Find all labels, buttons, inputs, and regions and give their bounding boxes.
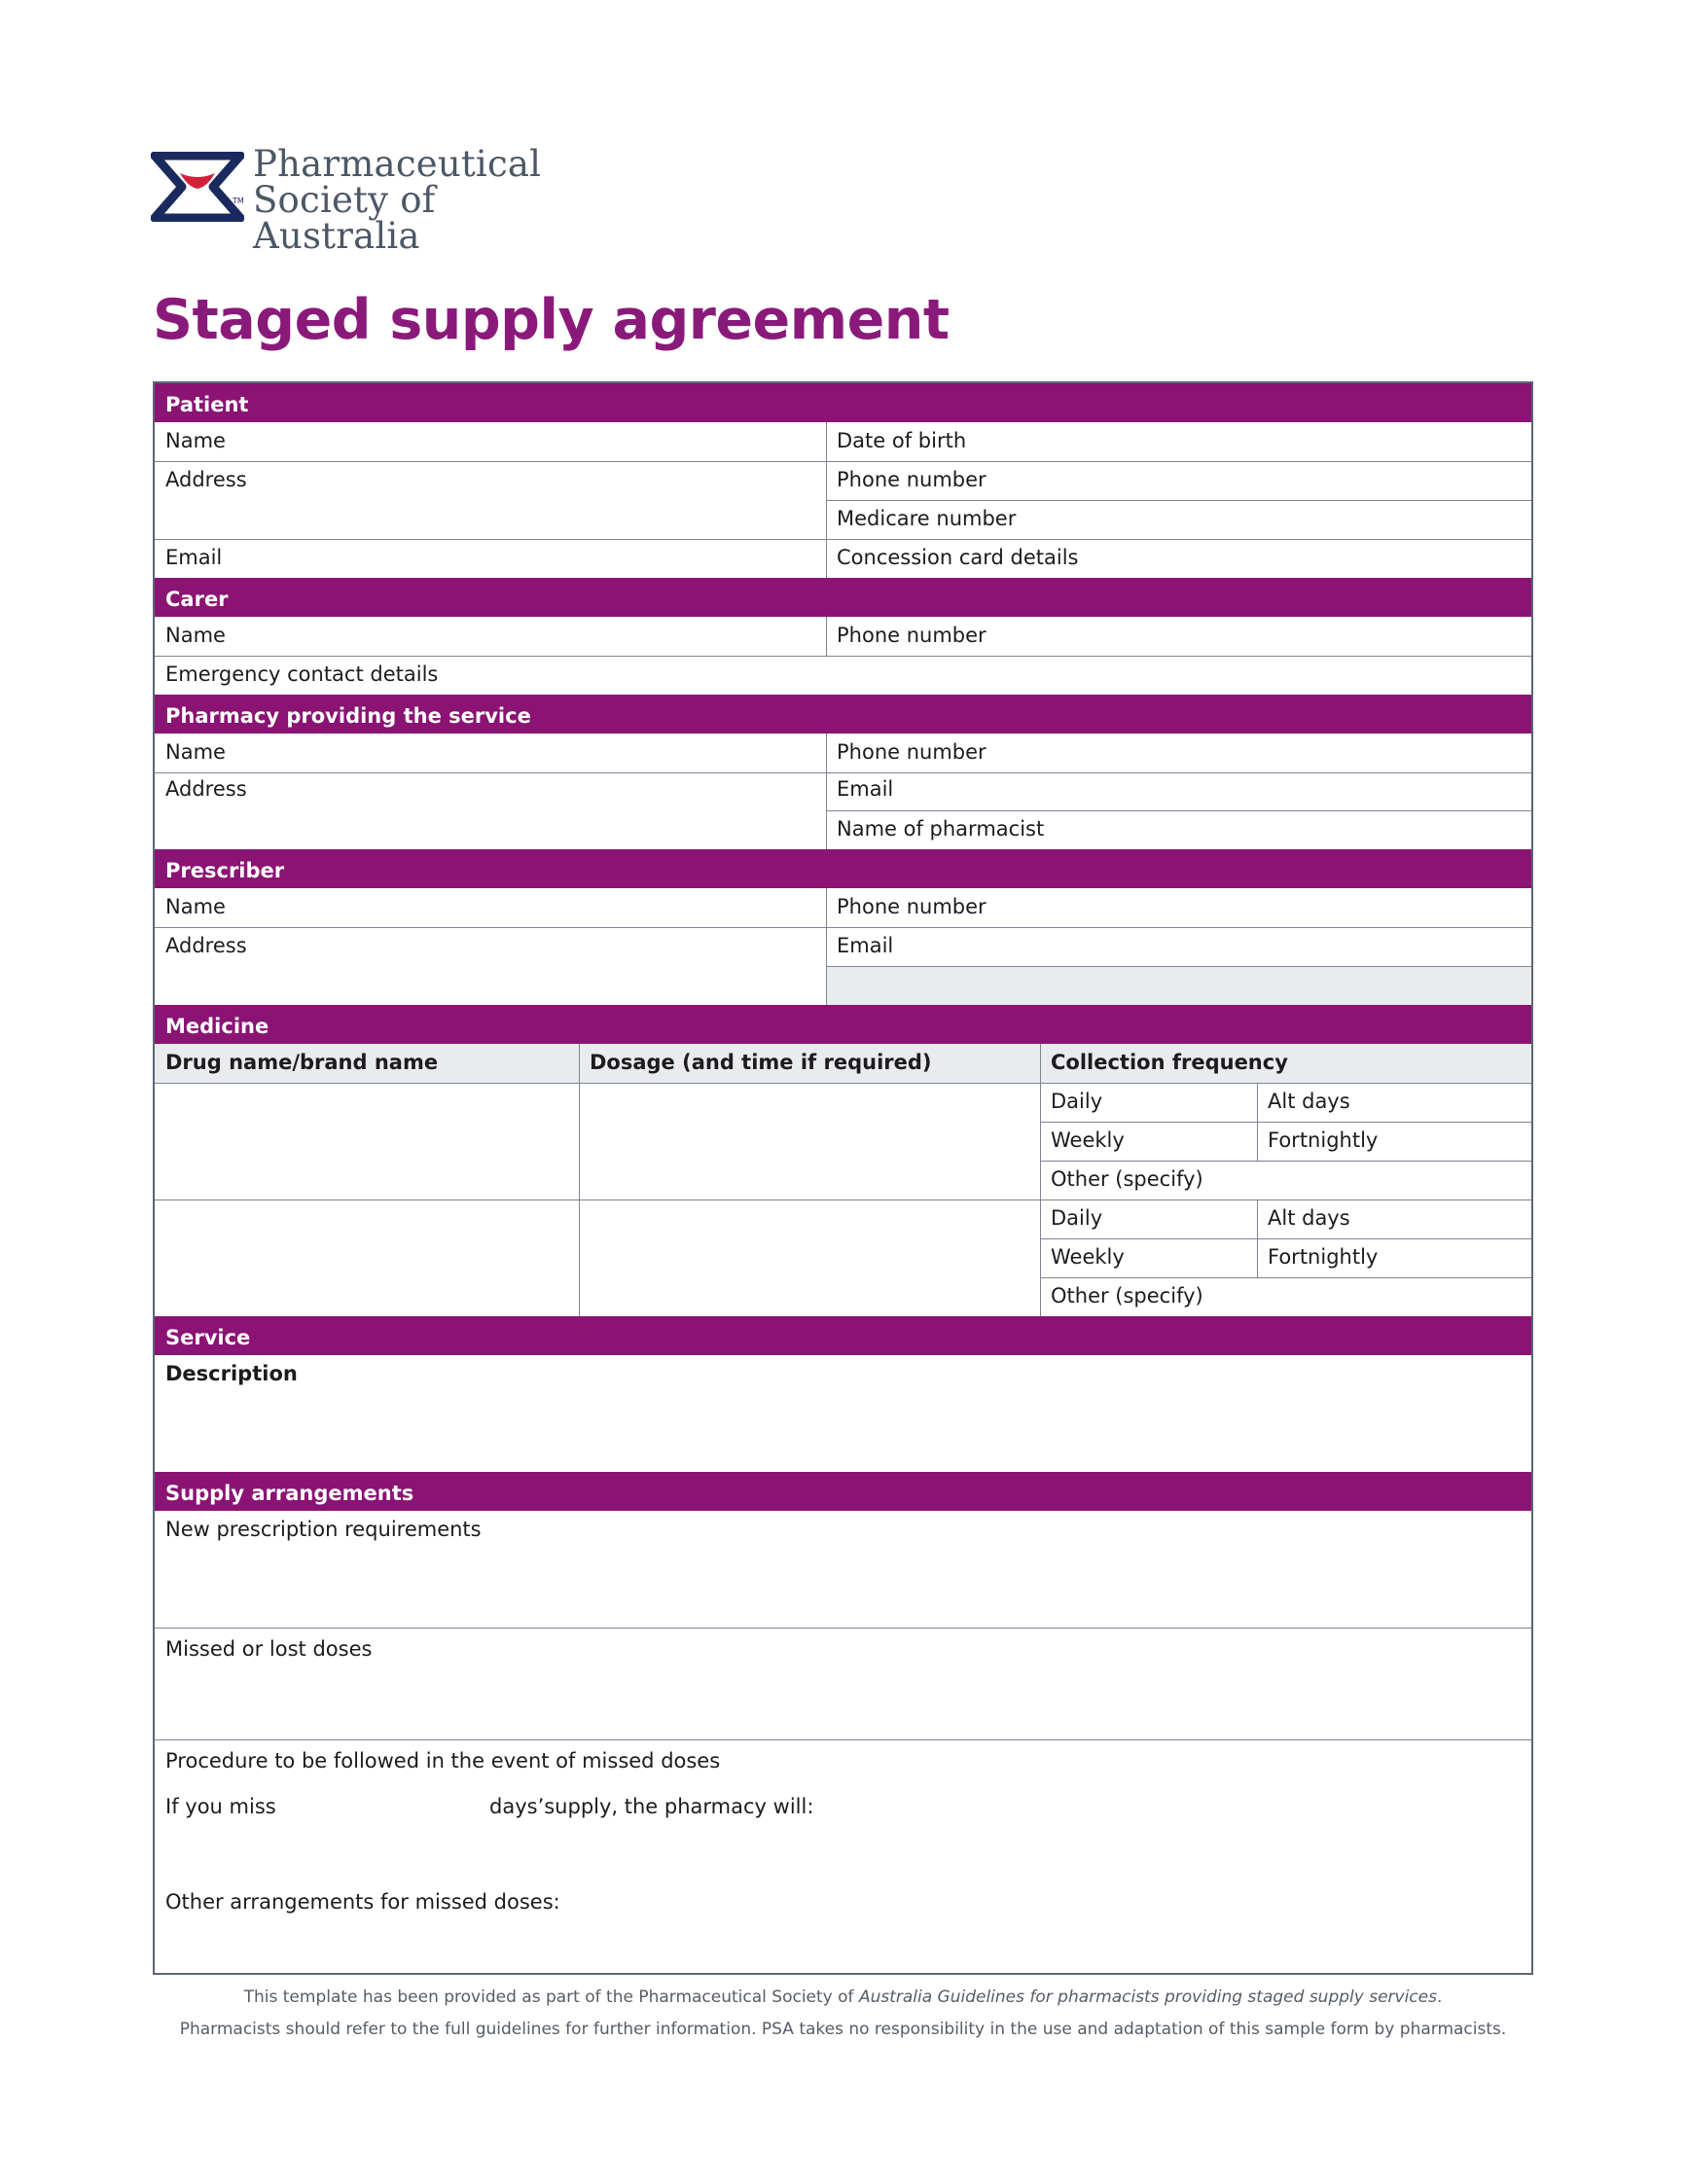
divider xyxy=(579,1044,580,1316)
divider xyxy=(155,656,1531,657)
page-title: Staged supply agreement xyxy=(153,288,950,352)
frequency-daily-option-2[interactable]: Daily xyxy=(1051,1206,1103,1230)
divider xyxy=(1040,1044,1041,1316)
carer-phone-field[interactable]: Phone number xyxy=(837,624,986,647)
patient-address-field[interactable]: Address xyxy=(165,468,247,491)
frequency-alt-days-option-1[interactable]: Alt days xyxy=(1268,1090,1350,1113)
footer-text-a: This template has been provided as part of the Pharmaceutical Society of xyxy=(243,1987,859,2007)
frequency-other-field-2[interactable]: Other (specify) xyxy=(1051,1284,1203,1307)
divider xyxy=(826,500,1531,501)
agreement-form xyxy=(153,381,1533,1975)
divider xyxy=(155,461,1531,462)
divider xyxy=(155,539,1531,540)
section-header-pharmacy: Pharmacy providing the service xyxy=(155,695,1531,734)
section-header-prescriber: Prescriber xyxy=(155,849,1531,888)
prescriber-email-field[interactable]: Email xyxy=(837,934,894,957)
frequency-daily-option-1[interactable]: Daily xyxy=(1051,1090,1103,1113)
section-header-patient: Patient xyxy=(155,383,1531,422)
shaded-blank-cell xyxy=(827,967,1531,1005)
footer-line-2: Pharmacists should refer to the full guidelines for further information. PSA takes no responsibility in the use and adaptation of this sample form by pharmacists. xyxy=(179,2020,1507,2039)
missed-lost-doses-field[interactable]: Missed or lost doses xyxy=(165,1637,373,1661)
drug-name-input-2[interactable] xyxy=(155,1199,579,1316)
divider xyxy=(155,772,1531,773)
missed-days-input[interactable] xyxy=(330,1788,374,1817)
divider xyxy=(1040,1161,1531,1162)
psa-emblem-icon xyxy=(151,152,244,222)
procedure-label: Procedure to be followed in the event of missed doses xyxy=(165,1749,721,1772)
section-header-medicine: Medicine xyxy=(155,1005,1531,1044)
pharmacist-name-field[interactable]: Name of pharmacist xyxy=(837,817,1045,841)
logo-line-1: Pharmaceutical xyxy=(253,143,542,185)
prescriber-phone-field[interactable]: Phone number xyxy=(837,895,986,918)
column-header-collection-frequency: Collection frequency xyxy=(1051,1051,1288,1074)
days-supply-label: days’supply, the pharmacy will: xyxy=(489,1795,814,1818)
patient-medicare-field[interactable]: Medicare number xyxy=(837,507,1017,530)
section-header-carer: Carer xyxy=(155,578,1531,617)
other-arrangements-field[interactable]: Other arrangements for missed doses: xyxy=(165,1890,560,1914)
divider xyxy=(1040,1277,1531,1278)
psa-logo xyxy=(151,143,608,257)
divider xyxy=(826,810,1531,811)
pharmacy-address-field[interactable]: Address xyxy=(165,777,247,801)
section-header-supply-arrangements: Supply arrangements xyxy=(155,1472,1531,1511)
footer-line-1 xyxy=(0,1987,1686,2007)
service-description-field[interactable]: Description xyxy=(165,1362,298,1385)
divider xyxy=(826,966,1531,967)
column-header-dosage: Dosage (and time if required) xyxy=(590,1051,932,1074)
patient-name-field[interactable]: Name xyxy=(165,429,226,452)
carer-name-field[interactable]: Name xyxy=(165,624,226,647)
section-header-service: Service xyxy=(155,1316,1531,1355)
divider xyxy=(826,422,827,578)
frequency-fortnightly-option-1[interactable]: Fortnightly xyxy=(1268,1128,1379,1152)
new-prescription-requirements-field[interactable]: New prescription requirements xyxy=(165,1518,482,1541)
patient-phone-field[interactable]: Phone number xyxy=(837,468,986,491)
drug-name-input-1[interactable] xyxy=(155,1083,579,1199)
divider xyxy=(1040,1238,1531,1239)
divider xyxy=(155,927,1531,928)
frequency-weekly-option-2[interactable]: Weekly xyxy=(1051,1245,1125,1269)
pharmacy-name-field[interactable]: Name xyxy=(165,740,226,764)
patient-concession-field[interactable]: Concession card details xyxy=(837,546,1079,569)
prescriber-name-field[interactable]: Name xyxy=(165,895,226,918)
pharmacy-phone-field[interactable]: Phone number xyxy=(837,740,986,764)
frequency-weekly-option-1[interactable]: Weekly xyxy=(1051,1128,1125,1152)
divider xyxy=(1040,1122,1531,1123)
logo-trademark: TM xyxy=(233,197,244,205)
frequency-alt-days-option-2[interactable]: Alt days xyxy=(1268,1206,1350,1230)
carer-emergency-field[interactable]: Emergency contact details xyxy=(165,662,439,686)
logo-line-2: Society of Australia xyxy=(253,179,436,257)
column-header-drug-name: Drug name/brand name xyxy=(165,1051,439,1074)
patient-email-field[interactable]: Email xyxy=(165,546,223,569)
logo-wordmark xyxy=(253,143,608,257)
divider xyxy=(826,888,827,1005)
divider xyxy=(826,617,827,656)
frequency-fortnightly-option-2[interactable]: Fortnightly xyxy=(1268,1245,1379,1269)
frequency-other-field-1[interactable]: Other (specify) xyxy=(1051,1167,1203,1191)
footer-guidelines-title: Australia Guidelines for pharmacists providing staged supply services xyxy=(858,1987,1437,2007)
dosage-input-1[interactable] xyxy=(579,1083,1040,1199)
patient-dob-field[interactable]: Date of birth xyxy=(837,429,967,452)
prescriber-address-field[interactable]: Address xyxy=(165,934,247,957)
divider xyxy=(1257,1199,1258,1277)
footer-text-c: . xyxy=(1436,1987,1443,2007)
pharmacy-email-field[interactable]: Email xyxy=(837,777,894,801)
dosage-input-2[interactable] xyxy=(579,1199,1040,1316)
divider xyxy=(826,734,827,849)
if-you-miss-label: If you miss xyxy=(165,1795,276,1818)
divider xyxy=(1257,1083,1258,1161)
